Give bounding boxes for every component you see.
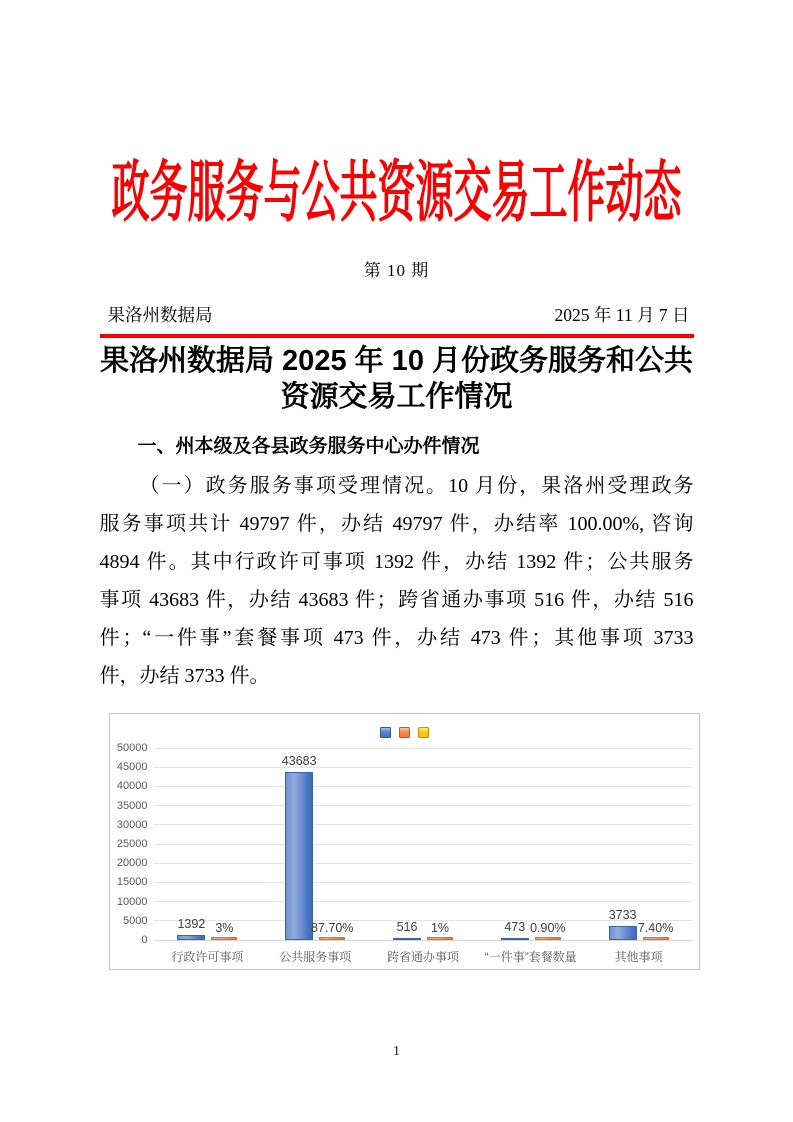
paragraph-line: 服务事项共计 49797 件，办结 49797 件，办结率 100.00%, 咨询 (99, 513, 694, 535)
gridline (154, 863, 693, 864)
bar-chart (109, 713, 700, 970)
bar-percent-3 (535, 937, 561, 940)
chart-legend (110, 727, 699, 738)
bar-count-3 (501, 938, 529, 940)
y-axis-tick: 0 (141, 934, 148, 946)
bar-percent-4 (643, 937, 669, 940)
y-axis-tick: 30000 (116, 818, 148, 831)
red-divider (100, 334, 694, 338)
paragraph-line: 件，办结 3733 件。 (99, 665, 270, 687)
paragraph-line: 事项 43683 件，办结 43683 件；跨省通办事项 516 件，办结 516 (99, 589, 694, 611)
issue-number: 第 10 期 (363, 261, 430, 280)
y-axis-tick: 25000 (116, 838, 148, 850)
y-axis-tick: 50000 (116, 742, 148, 754)
masthead-row (100, 302, 694, 327)
paragraph-line: （一）政务服务事项受理情况。10 月份，果洛州受理政务 (139, 475, 694, 497)
banner-title-text: 政务服务与公共资源交易工作动态 (111, 157, 682, 231)
percent-label: 3% (215, 921, 234, 935)
bar-percent-0 (211, 937, 237, 940)
gridline (154, 748, 693, 749)
gridline (154, 786, 693, 787)
paragraph-line: 4894 件。其中行政许可事项 1392 件，办结 1392 件；公共服务 (99, 551, 694, 573)
x-axis-label: 跨省通办事项 (386, 950, 459, 964)
x-axis-label: “一件事”套餐数量 (484, 950, 577, 964)
body-paragraph (100, 467, 694, 695)
page-number: 1 (393, 1044, 400, 1059)
document-title (100, 343, 694, 415)
y-axis-tick: 15000 (116, 876, 148, 889)
gridline (154, 901, 693, 902)
document-title-line2: 资源交易工作情况 (280, 381, 513, 413)
legend-swatch-percent (399, 727, 410, 738)
bar-count-2 (393, 938, 421, 940)
legend-swatch-count (380, 727, 391, 738)
percent-label: 87.70% (310, 921, 354, 935)
value-label: 1392 (177, 917, 206, 931)
content-column (100, 0, 694, 970)
legend-swatch-extra (418, 727, 429, 738)
y-axis-tick: 5000 (123, 914, 148, 927)
value-label: 516 (396, 920, 418, 934)
percent-label: 1% (430, 921, 450, 935)
bar-count-1 (285, 772, 313, 940)
section-heading: 一、州本级及各县政务服务中心办件情况 (137, 436, 480, 457)
issue-date: 2025 年 11 月 7 日 (554, 305, 690, 325)
paragraph-line: 件；“一件事”套餐事项 473 件，办结 473 件；其他事项 3733 (99, 627, 694, 649)
document-title-line1: 果洛州数据局 2025 年 10 月份政务服务和公共 (100, 345, 693, 377)
gridline (154, 844, 693, 845)
y-axis-tick: 35000 (116, 799, 148, 812)
gridline (154, 882, 693, 883)
gridline (154, 767, 693, 768)
percent-label: 0.90% (530, 921, 566, 935)
agency-name: 果洛州数据局 (107, 305, 213, 325)
y-axis-tick: 45000 (116, 761, 148, 774)
x-axis-label: 公共服务事项 (279, 950, 352, 964)
x-axis-label: 行政许可事项 (171, 950, 244, 964)
value-label: 3733 (608, 908, 637, 922)
value-label: 473 (504, 920, 526, 934)
gridline (154, 805, 693, 806)
y-axis-tick: 40000 (116, 780, 148, 793)
y-axis-tick: 20000 (116, 857, 148, 870)
bar-percent-2 (427, 937, 453, 940)
y-axis-tick: 10000 (116, 895, 148, 908)
x-axis-label: 其他事项 (614, 950, 663, 964)
percent-label: 7.40% (637, 921, 674, 935)
banner-title (100, 148, 694, 240)
value-label: 43683 (281, 754, 317, 768)
bar-percent-1 (319, 937, 345, 940)
gridline (154, 824, 693, 825)
